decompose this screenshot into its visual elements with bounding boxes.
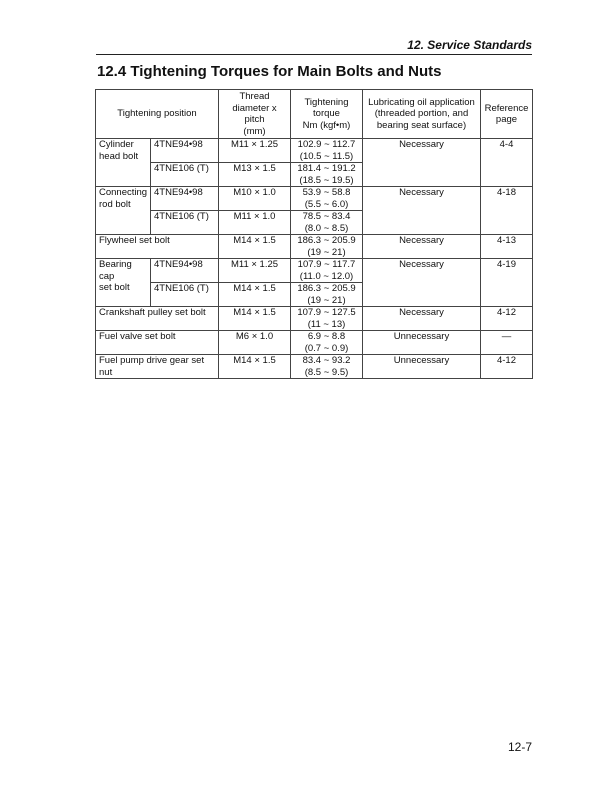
section-title: 12.4 Tightening Torques for Main Bolts and Nuts bbox=[97, 63, 442, 80]
table-row bbox=[96, 187, 533, 211]
header-rule bbox=[96, 54, 532, 55]
fuel-valve-label: Fuel valve set bolt bbox=[96, 331, 219, 355]
table-row bbox=[96, 139, 533, 163]
cylinder-head-label: Cylinder head bolt bbox=[96, 139, 151, 187]
table-row bbox=[96, 259, 533, 283]
fuel-pump-label: Fuel pump drive gear set nut bbox=[96, 355, 219, 379]
header-reference: Reference page bbox=[481, 90, 533, 139]
connecting-rod-label: Connecting rod bolt bbox=[96, 187, 151, 235]
model-cell: 4TNE94•98 bbox=[151, 187, 219, 211]
thread-cell: M10 × 1.0 bbox=[219, 187, 291, 211]
header-torque: Tightening torque Nm (kgf•m) bbox=[291, 90, 363, 139]
reference-cell: 4-12 bbox=[481, 307, 533, 331]
header-position: Tightening position bbox=[96, 90, 219, 139]
header-lube: Lubricating oil application (threaded portion, and bearing seat surface) bbox=[363, 90, 481, 139]
model-cell: 4TNE94•98 bbox=[151, 139, 219, 163]
bearing-cap-label: Bearing cap set bolt bbox=[96, 259, 151, 307]
table-row bbox=[96, 355, 533, 379]
lube-cell: Necessary bbox=[363, 307, 481, 331]
reference-cell: — bbox=[481, 331, 533, 355]
thread-cell: M14 × 1.5 bbox=[219, 283, 291, 307]
torque-cell: 78.5 ~ 83.4 (8.0 ~ 8.5) bbox=[291, 211, 363, 235]
table-header-row bbox=[96, 90, 533, 139]
lube-cell: Unnecessary bbox=[363, 331, 481, 355]
reference-cell: 4-18 bbox=[481, 187, 533, 235]
table-row bbox=[96, 307, 533, 331]
lube-cell: Unnecessary bbox=[363, 355, 481, 379]
thread-cell: M6 × 1.0 bbox=[219, 331, 291, 355]
torque-cell: 107.9 ~ 127.5 (11 ~ 13) bbox=[291, 307, 363, 331]
torque-cell: 83.4 ~ 93.2 (8.5 ~ 9.5) bbox=[291, 355, 363, 379]
thread-cell: M11 × 1.0 bbox=[219, 211, 291, 235]
running-header: 12. Service Standards bbox=[407, 38, 532, 52]
crankshaft-label: Crankshaft pulley set bolt bbox=[96, 307, 219, 331]
header-thread: Thread diameter x pitch (mm) bbox=[219, 90, 291, 139]
model-cell: 4TNE106 (T) bbox=[151, 283, 219, 307]
torque-table-wrapper bbox=[95, 89, 532, 379]
torque-cell: 186.3 ~ 205.9 (19 ~ 21) bbox=[291, 283, 363, 307]
page-number: 12-7 bbox=[507, 740, 532, 754]
torque-cell: 181.4 ~ 191.2 (18.5 ~ 19.5) bbox=[291, 163, 363, 187]
thread-cell: M14 × 1.5 bbox=[219, 355, 291, 379]
reference-cell: 4-4 bbox=[481, 139, 533, 187]
torque-cell: 186.3 ~ 205.9 (19 ~ 21) bbox=[291, 235, 363, 259]
torque-cell: 107.9 ~ 117.7 (11.0 ~ 12.0) bbox=[291, 259, 363, 283]
thread-cell: M14 × 1.5 bbox=[219, 235, 291, 259]
reference-cell: 4-19 bbox=[481, 259, 533, 307]
torque-cell: 53.9 ~ 58.8 (5.5 ~ 6.0) bbox=[291, 187, 363, 211]
lube-cell: Necessary bbox=[363, 139, 481, 187]
reference-cell: 4-12 bbox=[481, 355, 533, 379]
flywheel-label: Flywheel set bolt bbox=[96, 235, 219, 259]
lube-cell: Necessary bbox=[363, 235, 481, 259]
torque-cell: 6.9 ~ 8.8 (0.7 ~ 0.9) bbox=[291, 331, 363, 355]
thread-cell: M14 × 1.5 bbox=[219, 307, 291, 331]
lube-cell: Necessary bbox=[363, 259, 481, 307]
table-row bbox=[96, 235, 533, 259]
torque-cell: 102.9 ~ 112.7 (10.5 ~ 11.5) bbox=[291, 139, 363, 163]
table-row bbox=[96, 331, 533, 355]
reference-cell: 4-13 bbox=[481, 235, 533, 259]
thread-cell: M11 × 1.25 bbox=[219, 259, 291, 283]
model-cell: 4TNE106 (T) bbox=[151, 211, 219, 235]
lube-cell: Necessary bbox=[363, 187, 481, 235]
thread-cell: M13 × 1.5 bbox=[219, 163, 291, 187]
model-cell: 4TNE94•98 bbox=[151, 259, 219, 283]
torque-table bbox=[95, 89, 533, 379]
thread-cell: M11 × 1.25 bbox=[219, 139, 291, 163]
model-cell: 4TNE106 (T) bbox=[151, 163, 219, 187]
